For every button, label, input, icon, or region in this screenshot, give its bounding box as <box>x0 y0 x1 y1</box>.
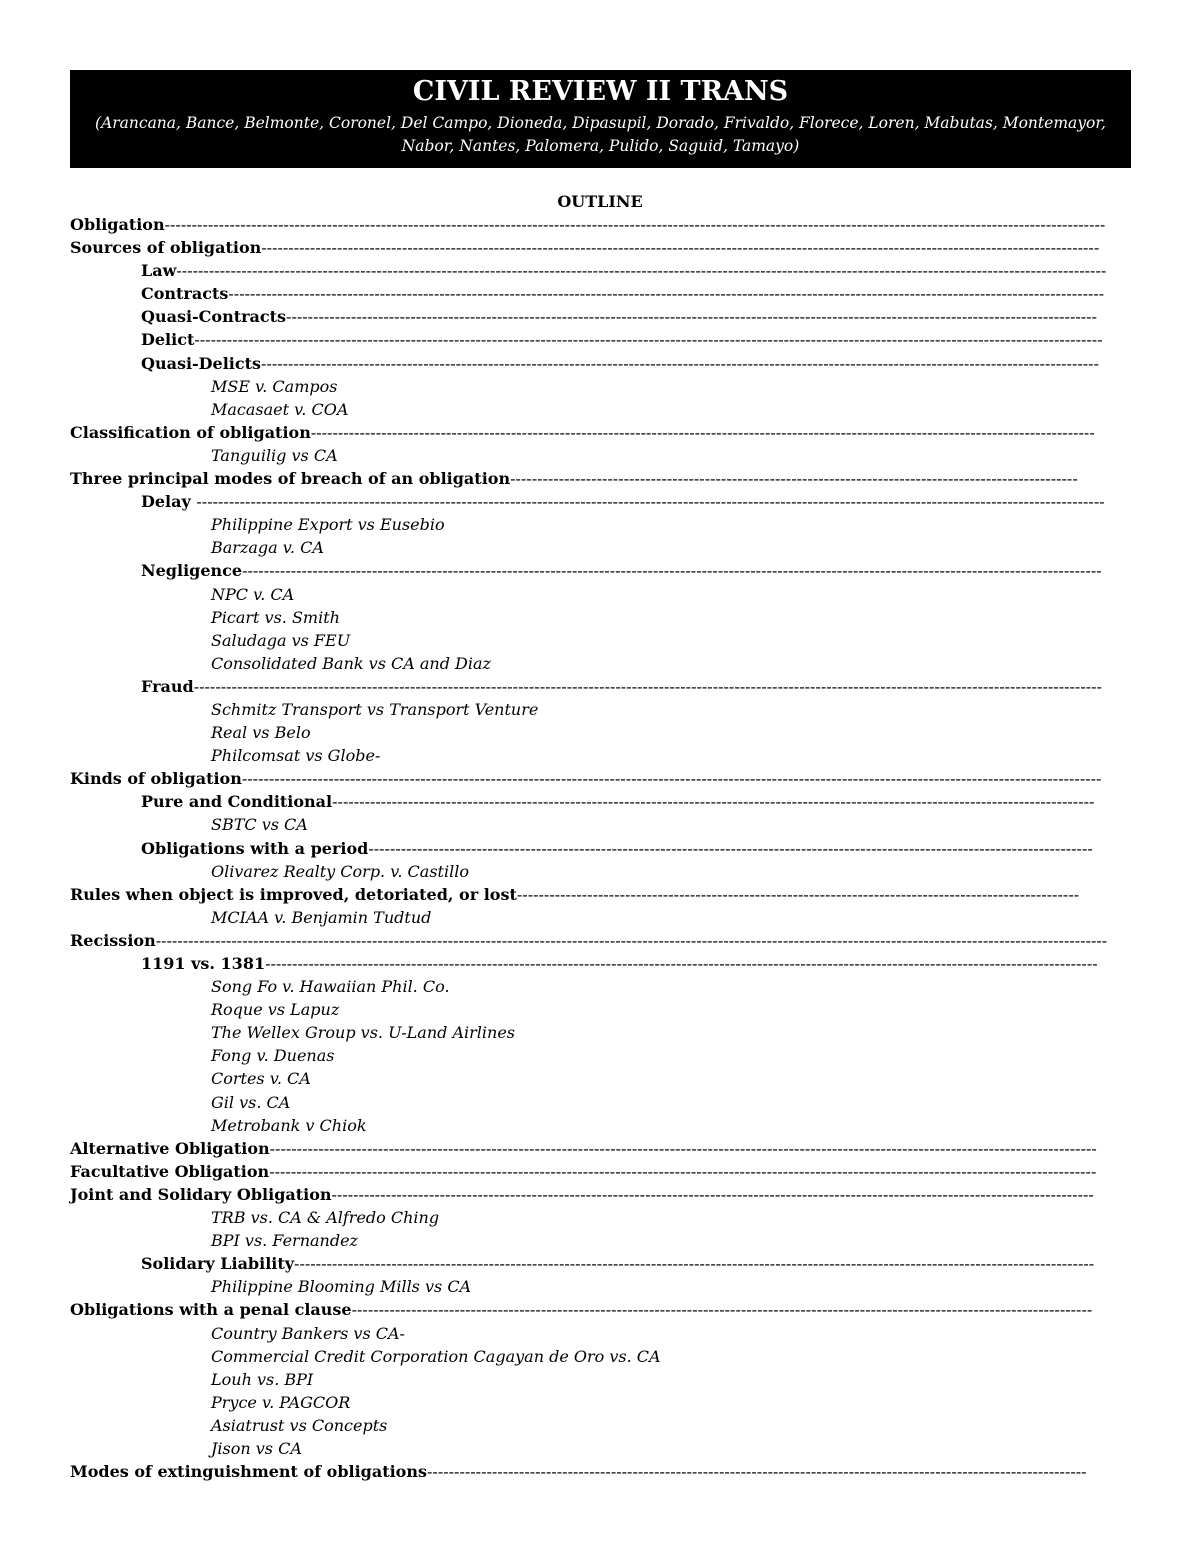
topic-title: Solidary Liability <box>141 1254 295 1274</box>
case-entry <box>70 975 1200 998</box>
case-entry <box>70 1044 1200 1067</box>
document-header <box>70 70 1131 168</box>
dash-leader: --------------------------------------------------------------------------------------------------------------------------------------------- <box>332 792 1095 812</box>
dash-leader: --------------------------------------------------------------------------------------------------------------------------------------------- <box>331 1184 1094 1204</box>
topic-entry <box>70 259 1200 282</box>
dash-leader: --------------------------------------------------------------------------------------------------------- <box>510 469 1078 489</box>
topic-title: Obligations with a penal clause <box>70 1300 352 1320</box>
topic-title: Kinds of obligation <box>70 769 242 789</box>
outline-list <box>70 213 1200 1483</box>
case-name: Barzaga v. CA <box>211 538 324 558</box>
outline-heading: OUTLINE <box>557 192 643 211</box>
topic-entry <box>70 352 1200 375</box>
case-name: Country Bankers vs CA- <box>211 1323 405 1343</box>
case-name: Cortes v. CA <box>211 1069 311 1089</box>
topic-entry <box>70 490 1200 513</box>
case-name: Philippine Export vs Eusebio <box>211 515 445 535</box>
case-entry <box>70 1414 1200 1437</box>
topic-entry <box>70 675 1200 698</box>
author-list: (Arancana, Bance, Belmonte, Coronel, Del Campo, Dioneda, Dipasupil, Dorado, Frivaldo, Florece, Loren, Mabutas, Montemayor, Nabor, Nantes, Palomera, Pulido, Saguid, Tamayo) <box>95 114 1106 155</box>
dash-leader: --------------------------------------------------------------------------------------------------------------------------------------------------------- <box>269 1138 1097 1158</box>
topic-entry <box>70 282 1200 305</box>
topic-entry <box>70 1183 1200 1206</box>
case-name: Macasaet v. COA <box>211 399 349 419</box>
case-name: The Wellex Group vs. U-Land Airlines <box>211 1023 516 1043</box>
case-name: Philcomsat vs Globe- <box>211 746 381 766</box>
topic-entry <box>70 1298 1200 1321</box>
case-name: Song Fo v. Hawaiian Phil. Co. <box>211 977 450 997</box>
case-name: Schmitz Transport vs Transport Venture <box>211 699 539 719</box>
topic-title: Obligation <box>70 215 165 234</box>
topic-entry <box>70 767 1200 790</box>
topic-title: Delict <box>141 330 195 350</box>
case-entry <box>70 698 1200 721</box>
topic-title: Rules when object is improved, detoriated, or lost <box>70 884 517 904</box>
case-name: Picart vs. Smith <box>211 607 340 627</box>
case-entry <box>70 1114 1200 1137</box>
topic-entry <box>70 952 1200 975</box>
case-entry <box>70 721 1200 744</box>
dash-leader: ------------------------------------------------------------------------------------------------------------------------------------------------------------------ <box>228 284 1105 304</box>
case-name: BPI vs. Fernandez <box>211 1231 358 1251</box>
topic-title: Fraud <box>141 676 194 696</box>
case-name: Pryce v. PAGCOR <box>211 1392 351 1412</box>
case-name: TRB vs. CA & Alfredo Ching <box>211 1208 440 1228</box>
case-entry <box>70 744 1200 767</box>
topic-title: Three principal modes of breach of an obligation <box>70 469 511 489</box>
case-entry <box>70 1229 1200 1252</box>
case-name: MCIAA v. Benjamin Tudtud <box>211 907 432 927</box>
dash-leader: -------------------------------------------------------------------------------------------------------- <box>516 884 1080 904</box>
dash-leader: --------------------------------------------------------------------------------------------------------------------------------------------------------- <box>269 1161 1097 1181</box>
case-name: Roque vs Lapuz <box>211 1000 340 1020</box>
topic-title: Alternative Obligation <box>70 1138 270 1158</box>
case-entry <box>70 860 1200 883</box>
case-entry <box>70 536 1200 559</box>
case-entry <box>70 629 1200 652</box>
case-entry <box>70 513 1200 536</box>
case-entry <box>70 1067 1200 1090</box>
case-name: NPC v. CA <box>211 584 295 604</box>
case-name: Fong v. Duenas <box>211 1046 335 1066</box>
topic-entry <box>70 236 1200 259</box>
dash-leader: ------------------------------------------------------------------------------------------------------------------------------------------------------------------------ <box>193 676 1102 696</box>
case-name: Metrobank v Chiok <box>211 1115 367 1135</box>
topic-entry <box>70 1137 1200 1160</box>
topic-title: Quasi-Contracts <box>141 307 287 327</box>
topic-title: Contracts <box>141 284 229 304</box>
case-entry <box>70 1437 1200 1460</box>
case-name: Commercial Credit Corporation Cagayan de Oro vs. CA <box>211 1346 661 1366</box>
dash-leader: --------------------------------------------------------------------------------------------------------------------------------------------------------------- <box>241 769 1102 789</box>
case-entry <box>70 998 1200 1021</box>
case-entry <box>70 1368 1200 1391</box>
topic-entry <box>70 421 1200 444</box>
topic-title: Obligations with a period <box>141 838 369 858</box>
case-name: MSE v. Campos <box>211 376 338 396</box>
topic-title: Law <box>141 261 177 281</box>
topic-entry <box>70 883 1200 906</box>
case-name: Real vs Belo <box>211 723 311 743</box>
topic-entry <box>70 790 1200 813</box>
dash-leader: ------------------------------------------------------------------------------------------------------------------------------------------------------ <box>286 307 1097 327</box>
case-entry <box>70 1275 1200 1298</box>
case-entry <box>70 1322 1200 1345</box>
dash-leader: ---------------------------------------------------------------------------------------------------------------------------------------------------------- <box>265 954 1098 973</box>
topic-title: Sources of obligation <box>70 238 262 258</box>
case-name: Gil vs. CA <box>211 1092 291 1112</box>
topic-title: Facultative Obligation <box>70 1161 270 1181</box>
topic-entry <box>70 837 1200 860</box>
topic-entry <box>70 467 1200 490</box>
dash-leader: --------------------------------------------------------------------------------------------------------------------------------------------------------------- <box>242 561 1102 581</box>
case-name: Louh vs. BPI <box>211 1369 314 1389</box>
case-entry <box>70 1206 1200 1229</box>
case-name: SBTC vs CA <box>211 815 308 835</box>
topic-title: Joint and Solidary Obligation <box>70 1184 332 1204</box>
topic-entry <box>70 328 1200 351</box>
case-entry <box>70 1021 1200 1044</box>
case-name: Olivarez Realty Corp. v. Castillo <box>211 861 469 881</box>
case-entry <box>70 398 1200 421</box>
dash-leader: ------------------------------------------------------------------------------------------------------------------------------------------------- <box>310 422 1095 442</box>
dash-leader: ----------------------------------------------------------------------------------------------------------------------------------------- <box>351 1300 1093 1320</box>
topic-entry <box>70 1460 1200 1483</box>
case-entry <box>70 652 1200 675</box>
topic-title: Modes of extinguishment of obligations <box>70 1462 427 1482</box>
topic-title: 1191 vs. 1381 <box>141 954 266 973</box>
topic-entry <box>70 559 1200 582</box>
case-name: Saludaga vs FEU <box>211 630 351 650</box>
case-entry <box>70 444 1200 467</box>
case-entry <box>70 583 1200 606</box>
case-entry <box>70 906 1200 929</box>
topic-title: Quasi-Delicts <box>141 353 262 373</box>
dash-leader: -------------------------------------------------------------------------------------------------------------------------- <box>427 1462 1087 1482</box>
case-name: Jison vs CA <box>211 1438 302 1458</box>
dash-leader: ------------------------------------------------------------------------------------------------------------------------------------------------------------------------------ <box>164 215 1106 234</box>
case-name: Consolidated Bank vs CA and Diaz <box>211 653 491 673</box>
topic-entry <box>70 929 1200 952</box>
dash-leader: ---------------------------------------------------------------------------------------------------------------------------------------------------- <box>294 1254 1095 1274</box>
topic-title: Negligence <box>141 561 243 581</box>
case-name: Asiatrust vs Concepts <box>211 1415 388 1435</box>
case-name: Tanguilig vs CA <box>211 445 338 465</box>
case-entry <box>70 813 1200 836</box>
case-entry <box>70 375 1200 398</box>
case-entry <box>70 1345 1200 1368</box>
dash-leader: -------------------------------------------------------------------------------------------------------------------------------------------------------------------------------- <box>155 930 1108 950</box>
topic-entry <box>70 1252 1200 1275</box>
dash-leader: ----------------------------------------------------------------------------------------------------------------------------------------------------------- <box>261 353 1099 373</box>
document-title: CIVIL REVIEW II TRANS <box>412 76 789 107</box>
topic-entry <box>70 305 1200 328</box>
dash-leader: -------------------------------------------------------------------------------------------------------------------------------------- <box>368 838 1093 858</box>
topic-entry <box>70 213 1200 236</box>
case-entry <box>70 1391 1200 1414</box>
topic-title: Recission <box>70 930 156 950</box>
topic-title: Classification of obligation <box>70 422 311 442</box>
topic-entry <box>70 1160 1200 1183</box>
dash-leader: ---------------------------------------------------------------------------------------------------------------------------------------------------------------------------- <box>176 261 1107 281</box>
case-name: Philippine Blooming Mills vs CA <box>211 1277 472 1297</box>
dash-leader: ------------------------------------------------------------------------------------------------------------------------------------------------------------------------ <box>194 330 1103 350</box>
case-entry <box>70 1091 1200 1114</box>
topic-title: Delay <box>141 492 197 512</box>
dash-leader: ----------------------------------------------------------------------------------------------------------------------------------------------------------- <box>261 238 1100 258</box>
case-entry <box>70 606 1200 629</box>
topic-title: Pure and Conditional <box>141 792 333 812</box>
dash-leader: ------------------------------------------------------------------------------------------------------------------------------------------------------------------------ <box>196 492 1105 512</box>
